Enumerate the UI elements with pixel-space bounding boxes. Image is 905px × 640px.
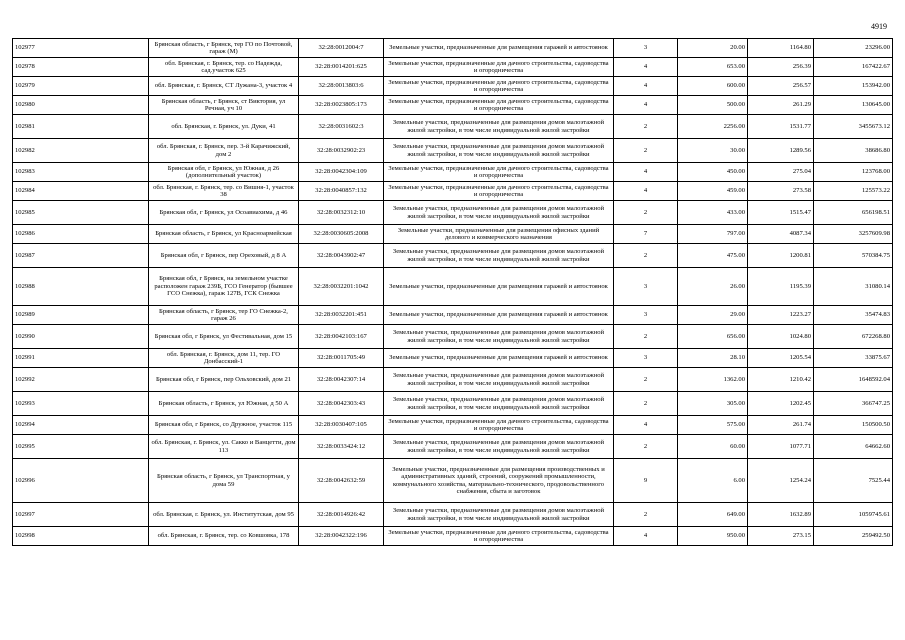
land-category-cell: 4: [614, 416, 678, 435]
area-cell: 649.00: [678, 503, 748, 527]
cadastral-value-cell: 153942.00: [814, 77, 893, 96]
specific-value-cell: 273.15: [748, 527, 814, 546]
land-use-cell: Земельные участки, предназначенные для размещения гаражей и автостоянок: [384, 349, 614, 368]
cadastral-value-cell: 1059745.61: [814, 503, 893, 527]
cadastral-value-cell: 150500.50: [814, 416, 893, 435]
table-row: [13, 163, 893, 182]
land-use-cell: Земельные участки, предназначенные для размещения домов малоэтажной жилой застройки, в том числе индивидуальной жилой застройки: [384, 325, 614, 349]
cadastral-number-cell: 32:28:0042307:14: [299, 368, 384, 392]
record-id-cell: 102990: [13, 325, 149, 349]
land-category-cell: 2: [614, 325, 678, 349]
cadastral-value-cell: 31080.14: [814, 268, 893, 306]
record-id-cell: 102996: [13, 459, 149, 503]
table-row: [13, 96, 893, 115]
record-id-cell: 102991: [13, 349, 149, 368]
cadastral-value-cell: 3257609.98: [814, 225, 893, 244]
land-category-cell: 2: [614, 244, 678, 268]
table-row: [13, 503, 893, 527]
land-use-cell: Земельные участки, предназначенные для дачного строительства, садоводства и огородничества: [384, 77, 614, 96]
land-category-cell: 2: [614, 201, 678, 225]
land-use-cell: Земельные участки, предназначенные для размещения домов малоэтажной жилой застройки, в том числе индивидуальной жилой застройки: [384, 435, 614, 459]
record-id-cell: 102989: [13, 306, 149, 325]
land-category-cell: 2: [614, 503, 678, 527]
table-row: [13, 325, 893, 349]
land-use-cell: Земельные участки, предназначенные для размещения гаражей и автостоянок: [384, 39, 614, 58]
cadastral-value-cell: 656198.51: [814, 201, 893, 225]
address-cell: Брянская обл, г Брянск, на земельном участке расположен гараж 239Б, ГСО Генератор (бывшее ГСО Снежка), гараж 127В, ГСК Снежка: [149, 268, 299, 306]
record-id-cell: 102978: [13, 58, 149, 77]
address-cell: обл. Брянская, г. Брянск, тер. со Вишня-1, участок 38: [149, 182, 299, 201]
address-cell: Брянская область, г Брянск, ул Красноармейская: [149, 225, 299, 244]
table-row: [13, 139, 893, 163]
specific-value-cell: 256.57: [748, 77, 814, 96]
table-row: [13, 459, 893, 503]
land-category-cell: 2: [614, 392, 678, 416]
land-use-cell: Земельные участки, предназначенные для размещения домов малоэтажной жилой застройки, в том числе индивидуальной жилой застройки: [384, 244, 614, 268]
land-use-cell: Земельные участки, предназначенные для размещения офисных зданий делового и коммерческого назначения: [384, 225, 614, 244]
cadastral-number-cell: 32:28:0030407:105: [299, 416, 384, 435]
land-use-cell: Земельные участки, предназначенные для размещения домов малоэтажной жилой застройки, в том числе индивидуальной жилой застройки: [384, 139, 614, 163]
record-id-cell: 102980: [13, 96, 149, 115]
cadastral-number-cell: 32:28:0033424:12: [299, 435, 384, 459]
specific-value-cell: 1202.45: [748, 392, 814, 416]
table-row: [13, 201, 893, 225]
area-cell: 450.00: [678, 163, 748, 182]
address-cell: обл. Брянская, г. Брянск, тер. со Надежда, сад.участок 625: [149, 58, 299, 77]
land-use-cell: Земельные участки, предназначенные для размещения домов малоэтажной жилой застройки, в том числе индивидуальной жилой застройки: [384, 201, 614, 225]
cadastral-value-cell: 33875.67: [814, 349, 893, 368]
cadastral-value-cell: 672268.80: [814, 325, 893, 349]
land-use-cell: Земельные участки, предназначенные для размещения домов малоэтажной жилой застройки, в том числе индивидуальной жилой застройки: [384, 503, 614, 527]
area-cell: 1362.00: [678, 368, 748, 392]
specific-value-cell: 1077.71: [748, 435, 814, 459]
address-cell: Брянская область, г Брянск, ул Южная, д 50 А: [149, 392, 299, 416]
area-cell: 28.10: [678, 349, 748, 368]
table-row: [13, 225, 893, 244]
land-category-cell: 9: [614, 459, 678, 503]
table-row: [13, 368, 893, 392]
area-cell: 6.00: [678, 459, 748, 503]
address-cell: обл. Брянская, г. Брянск, ул. Институтская, дом 95: [149, 503, 299, 527]
address-cell: обл. Брянская, г. Брянск, пер. 3-й Карачижский, дом 2: [149, 139, 299, 163]
cadastral-value-cell: 130645.00: [814, 96, 893, 115]
cadastral-value-cell: 570384.75: [814, 244, 893, 268]
specific-value-cell: 273.58: [748, 182, 814, 201]
table-row: [13, 115, 893, 139]
land-use-cell: Земельные участки, предназначенные для дачного строительства, садоводства и огородничества: [384, 96, 614, 115]
record-id-cell: 102995: [13, 435, 149, 459]
record-id-cell: 102982: [13, 139, 149, 163]
record-id-cell: 102992: [13, 368, 149, 392]
specific-value-cell: 1200.81: [748, 244, 814, 268]
land-use-cell: Земельные участки, предназначенные для дачного строительства, садоводства и огородничества: [384, 58, 614, 77]
area-cell: 600.00: [678, 77, 748, 96]
table-row: [13, 435, 893, 459]
specific-value-cell: 1632.89: [748, 503, 814, 527]
cadastral-number-cell: 32:28:0032201:451: [299, 306, 384, 325]
address-cell: Брянская область, г Брянск, ул Транспортная, у дома 59: [149, 459, 299, 503]
table-row: [13, 58, 893, 77]
address-cell: обл. Брянская, г. Брянск, СТ Лужана-3, участок 4: [149, 77, 299, 96]
cadastral-number-cell: 32:28:0032902:23: [299, 139, 384, 163]
specific-value-cell: 275.04: [748, 163, 814, 182]
cadastral-number-cell: 32:28:0032312:10: [299, 201, 384, 225]
record-id-cell: 102981: [13, 115, 149, 139]
cadastral-value-cell: 7525.44: [814, 459, 893, 503]
table-body: [13, 39, 893, 546]
land-use-cell: Земельные участки, предназначенные для размещения гаражей и автостоянок: [384, 268, 614, 306]
specific-value-cell: 1289.56: [748, 139, 814, 163]
cadastral-value-cell: 23296.00: [814, 39, 893, 58]
area-cell: 656.00: [678, 325, 748, 349]
cadastral-value-cell: 259492.50: [814, 527, 893, 546]
land-use-cell: Земельные участки, предназначенные для дачного строительства, садоводства и огородничества: [384, 163, 614, 182]
area-cell: 2256.00: [678, 115, 748, 139]
record-id-cell: 102983: [13, 163, 149, 182]
address-cell: обл. Брянская, г. Брянск, тер. со Ковшовка, 178: [149, 527, 299, 546]
land-category-cell: 3: [614, 39, 678, 58]
record-id-cell: 102998: [13, 527, 149, 546]
land-category-cell: 2: [614, 115, 678, 139]
specific-value-cell: 1024.80: [748, 325, 814, 349]
area-cell: 500.00: [678, 96, 748, 115]
area-cell: 653.00: [678, 58, 748, 77]
record-id-cell: 102985: [13, 201, 149, 225]
record-id-cell: 102986: [13, 225, 149, 244]
land-use-cell: Земельные участки, предназначенные для дачного строительства, садоводства и огородничества: [384, 416, 614, 435]
cadastral-number-cell: 32:28:0043902:47: [299, 244, 384, 268]
land-use-cell: Земельные участки, предназначенные для дачного строительства, садоводства и огородничества: [384, 527, 614, 546]
cadastral-number-cell: 32:28:0042304:109: [299, 163, 384, 182]
specific-value-cell: 1195.39: [748, 268, 814, 306]
area-cell: 30.00: [678, 139, 748, 163]
table-row: [13, 349, 893, 368]
table-row: [13, 268, 893, 306]
land-use-cell: Земельные участки, предназначенные для размещения производственных и административных зданий, строений, сооружений промышленности, коммунального хозяйства, материально-технического, продовольственного снабжения, сбыта и заготовок: [384, 459, 614, 503]
area-cell: 575.00: [678, 416, 748, 435]
address-cell: Брянская обл, г Брянск, пер Ореховый, д 8 А: [149, 244, 299, 268]
specific-value-cell: 1223.27: [748, 306, 814, 325]
table-row: [13, 527, 893, 546]
cadastral-value-cell: 167422.67: [814, 58, 893, 77]
cadastral-number-cell: 32:28:0014926:42: [299, 503, 384, 527]
cadastral-value-cell: 123768.00: [814, 163, 893, 182]
specific-value-cell: 4087.34: [748, 225, 814, 244]
land-category-cell: 4: [614, 58, 678, 77]
cadastral-number-cell: 32:28:0014201:625: [299, 58, 384, 77]
land-use-cell: Земельные участки, предназначенные для размещения гаражей и автостоянок: [384, 306, 614, 325]
area-cell: 60.00: [678, 435, 748, 459]
address-cell: Брянская область, г Брянск, тер ГО по Почтовой, гараж (М): [149, 39, 299, 58]
specific-value-cell: 1210.42: [748, 368, 814, 392]
land-use-cell: Земельные участки, предназначенные для размещения домов малоэтажной жилой застройки, в том числе индивидуальной жилой застройки: [384, 392, 614, 416]
record-id-cell: 102988: [13, 268, 149, 306]
address-cell: Брянская обл, г Брянск, ул Южная, д 26 (дополнительный участок): [149, 163, 299, 182]
cadastral-number-cell: 32:28:0042303:43: [299, 392, 384, 416]
area-cell: 950.00: [678, 527, 748, 546]
cadastral-number-cell: 32:28:0030605:2008: [299, 225, 384, 244]
land-use-cell: Земельные участки, предназначенные для дачного строительства, садоводства и огородничества: [384, 182, 614, 201]
specific-value-cell: 1164.80: [748, 39, 814, 58]
area-cell: 26.00: [678, 268, 748, 306]
land-category-cell: 7: [614, 225, 678, 244]
area-cell: 20.00: [678, 39, 748, 58]
address-cell: Брянская область, г Брянск, ст Виктория, ул Речная, уч 10: [149, 96, 299, 115]
cadastral-value-cell: 366747.25: [814, 392, 893, 416]
area-cell: 459.00: [678, 182, 748, 201]
table-row: [13, 244, 893, 268]
cadastral-number-cell: 32:28:0012004:7: [299, 39, 384, 58]
cadastral-number-cell: 32:28:0032201:1042: [299, 268, 384, 306]
area-cell: 797.00: [678, 225, 748, 244]
address-cell: обл. Брянская, г. Брянск, дом 11, тер. ГО Донбасский-1: [149, 349, 299, 368]
land-use-cell: Земельные участки, предназначенные для размещения домов малоэтажной жилой застройки, в том числе индивидуальной жилой застройки: [384, 115, 614, 139]
land-category-cell: 3: [614, 268, 678, 306]
area-cell: 475.00: [678, 244, 748, 268]
area-cell: 29.00: [678, 306, 748, 325]
specific-value-cell: 1515.47: [748, 201, 814, 225]
cadastral-value-cell: 1648592.04: [814, 368, 893, 392]
address-cell: обл. Брянская, г. Брянск, ул. Сакко и Ванцетти, дом 113: [149, 435, 299, 459]
cadastral-value-cell: 35474.83: [814, 306, 893, 325]
address-cell: Брянская обл, г Брянск, ул Осоавиахима, д 46: [149, 201, 299, 225]
record-id-cell: 102987: [13, 244, 149, 268]
cadastral-number-cell: 32:28:0013803:6: [299, 77, 384, 96]
cadastral-value-cell: 64662.60: [814, 435, 893, 459]
cadastral-number-cell: 32:28:0042632:59: [299, 459, 384, 503]
specific-value-cell: 1531.77: [748, 115, 814, 139]
table-row: [13, 416, 893, 435]
land-category-cell: 3: [614, 349, 678, 368]
land-category-cell: 4: [614, 77, 678, 96]
cadastral-value-cell: 3455673.12: [814, 115, 893, 139]
specific-value-cell: 261.29: [748, 96, 814, 115]
specific-value-cell: 1205.54: [748, 349, 814, 368]
cadastral-value-cell: 38686.80: [814, 139, 893, 163]
cadastral-number-cell: 32:28:0031602:3: [299, 115, 384, 139]
table-row: [13, 77, 893, 96]
table-row: [13, 39, 893, 58]
land-category-cell: 2: [614, 368, 678, 392]
record-id-cell: 102984: [13, 182, 149, 201]
cadastral-number-cell: 32:28:0042322:196: [299, 527, 384, 546]
cadastral-value-cell: 125573.22: [814, 182, 893, 201]
record-id-cell: 102994: [13, 416, 149, 435]
record-id-cell: 102993: [13, 392, 149, 416]
record-id-cell: 102997: [13, 503, 149, 527]
address-cell: Брянская обл, г Брянск, со Дружное, участок 115: [149, 416, 299, 435]
cadastral-number-cell: 32:28:0040857:132: [299, 182, 384, 201]
table-row: [13, 392, 893, 416]
record-id-cell: 102979: [13, 77, 149, 96]
area-cell: 305.00: [678, 392, 748, 416]
address-cell: Брянская обл, г Брянск, пер Ольховский, дом 21: [149, 368, 299, 392]
address-cell: Брянская область, г Брянск, тер ГО Снежка-2, гараж 26: [149, 306, 299, 325]
specific-value-cell: 1254.24: [748, 459, 814, 503]
page-number: 4919: [871, 22, 887, 31]
land-category-cell: 4: [614, 527, 678, 546]
specific-value-cell: 256.39: [748, 58, 814, 77]
area-cell: 433.00: [678, 201, 748, 225]
cadastral-number-cell: 32:28:0023805:173: [299, 96, 384, 115]
table-row: [13, 306, 893, 325]
cadastral-number-cell: 32:28:0042103:167: [299, 325, 384, 349]
land-category-cell: 2: [614, 435, 678, 459]
address-cell: обл. Брянская, г. Брянск, ул. Дуки, 41: [149, 115, 299, 139]
land-use-cell: Земельные участки, предназначенные для размещения домов малоэтажной жилой застройки, в том числе индивидуальной жилой застройки: [384, 368, 614, 392]
address-cell: Брянская обл, г Брянск, ул Фестивальная, дом 15: [149, 325, 299, 349]
land-category-cell: 4: [614, 96, 678, 115]
record-id-cell: 102977: [13, 39, 149, 58]
land-category-cell: 2: [614, 139, 678, 163]
cadastral-number-cell: 32:28:0011705:49: [299, 349, 384, 368]
specific-value-cell: 261.74: [748, 416, 814, 435]
land-category-cell: 4: [614, 163, 678, 182]
cadastral-value-table: [12, 38, 893, 546]
land-category-cell: 4: [614, 182, 678, 201]
table-row: [13, 182, 893, 201]
land-category-cell: 3: [614, 306, 678, 325]
